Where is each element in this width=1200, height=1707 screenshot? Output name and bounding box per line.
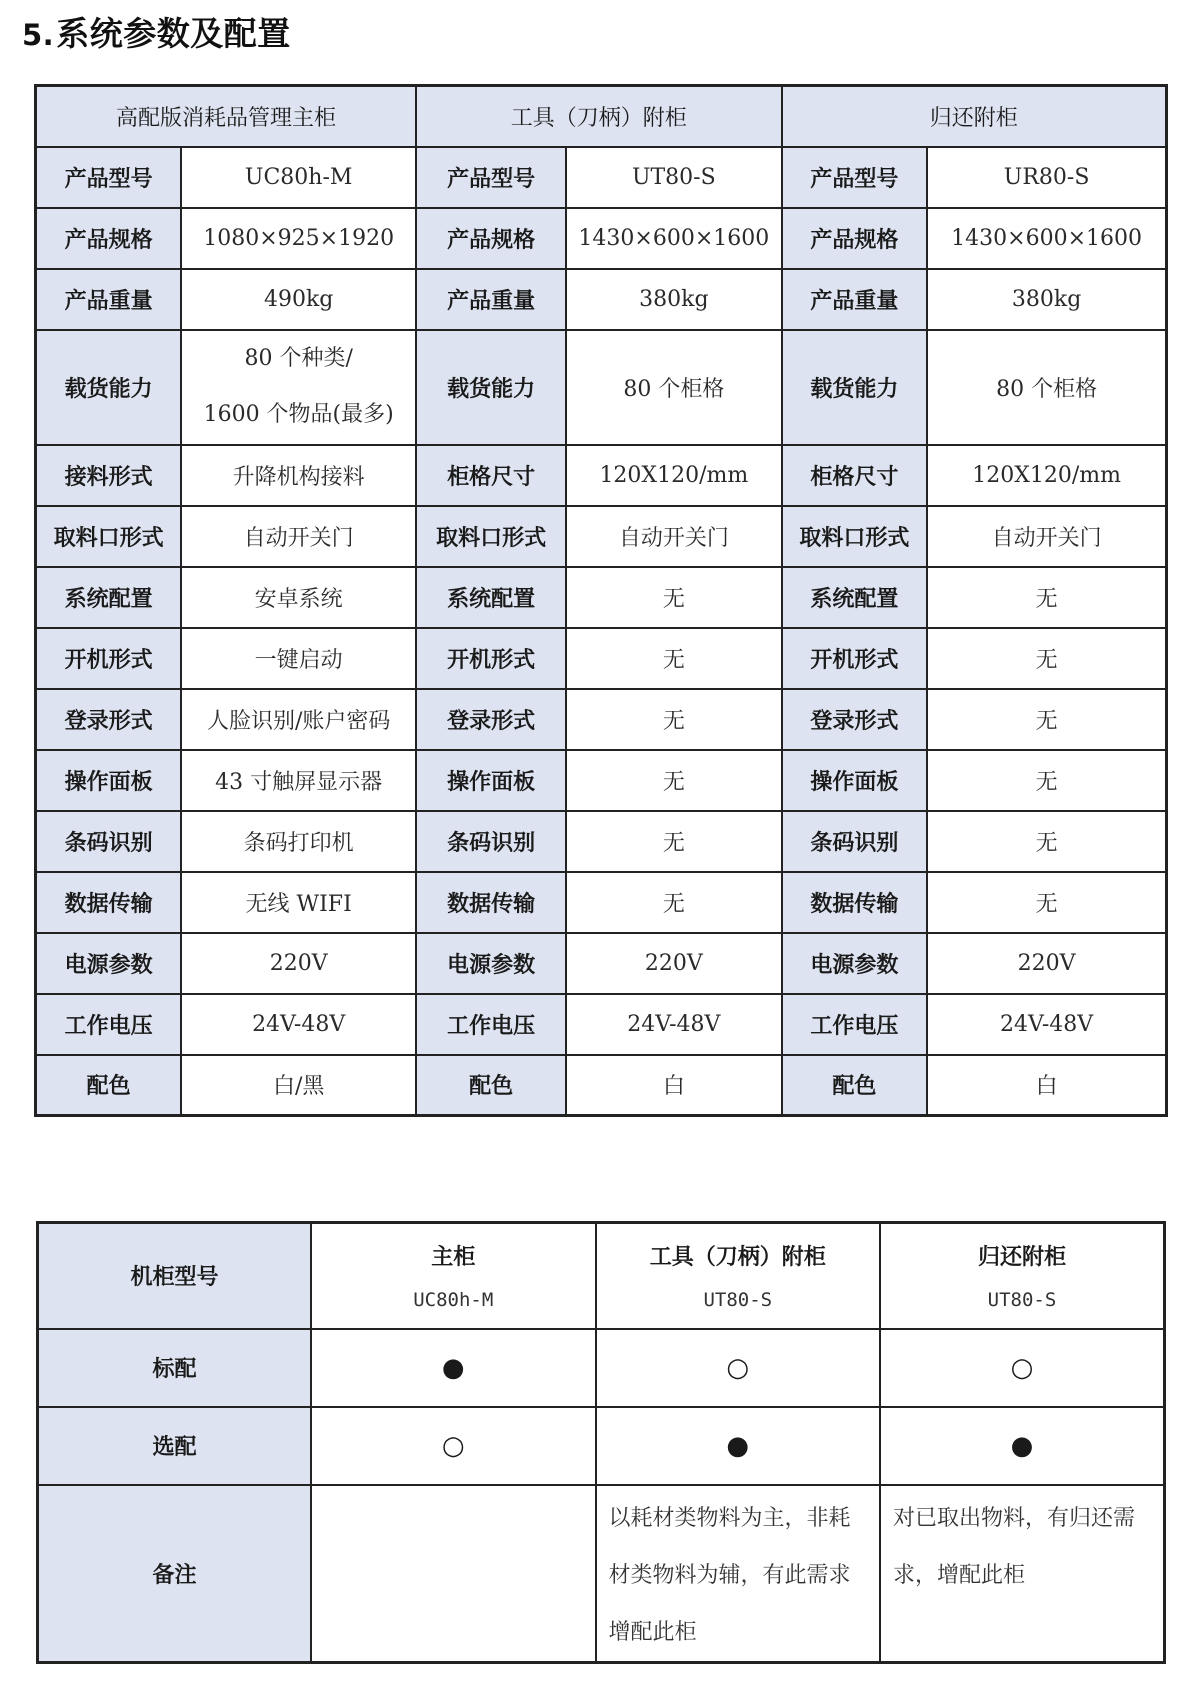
- config-col-name: 归还附柜: [977, 1245, 1066, 1271]
- spec-row-value: 无: [927, 750, 1166, 811]
- section-number: 5.: [22, 18, 55, 52]
- config-optional-return: [880, 1407, 1165, 1485]
- spec-row-value: 无: [566, 567, 781, 628]
- config-table: [36, 1221, 1166, 1664]
- spec-header-tool: 工具（刀柄）附柜: [416, 86, 781, 147]
- spec-row-value: 220V: [566, 933, 781, 994]
- spec-row-value: 无: [566, 811, 781, 872]
- config-notes-label: 备注: [38, 1485, 312, 1663]
- spec-row-label: 开机形式: [416, 628, 566, 689]
- spec-row-label: 系统配置: [782, 567, 928, 628]
- spec-row: [36, 208, 1167, 269]
- spec-row-value: 无: [927, 567, 1166, 628]
- spec-row-value: 安卓系统: [181, 567, 416, 628]
- spec-row-label: 操作面板: [36, 750, 182, 811]
- config-standard-return: [880, 1329, 1165, 1407]
- spec-row-label: 数据传输: [782, 872, 928, 933]
- marker-icon: ○: [1010, 1352, 1034, 1383]
- spec-row-label: 登录形式: [36, 689, 182, 750]
- spec-row-value: UT80-S: [566, 147, 781, 208]
- spec-row-value: 无: [566, 872, 781, 933]
- spec-row-label: 产品重量: [36, 269, 182, 330]
- spec-row-label: 柜格尺寸: [782, 445, 928, 506]
- spec-row-value: 无: [927, 872, 1166, 933]
- config-header-row: [38, 1223, 1165, 1329]
- spec-row-label: 登录形式: [782, 689, 928, 750]
- spec-row-value: 条码打印机: [181, 811, 416, 872]
- spec-row-label: 产品型号: [782, 147, 928, 208]
- spec-row: [36, 567, 1167, 628]
- spec-row-value: 无: [566, 750, 781, 811]
- spec-row-label: 载货能力: [36, 330, 182, 445]
- spec-row-label: 电源参数: [36, 933, 182, 994]
- marker-icon: ●: [441, 1352, 465, 1383]
- spec-row-label: 数据传输: [36, 872, 182, 933]
- config-standard-main: [311, 1329, 595, 1407]
- spec-row: [36, 994, 1167, 1055]
- spec-row-value: 无线 WIFI: [181, 872, 416, 933]
- spec-row-label: 系统配置: [36, 567, 182, 628]
- spec-row-label: 登录形式: [416, 689, 566, 750]
- spec-row-value: [181, 330, 416, 445]
- config-note-return: 对已取出物料，有归还需求，增配此柜: [880, 1485, 1165, 1663]
- spec-row-label: 载货能力: [782, 330, 928, 445]
- spec-row-value: 380kg: [927, 269, 1166, 330]
- spec-row-value: 自动开关门: [181, 506, 416, 567]
- spec-row: [36, 872, 1167, 933]
- spec-row-label: 工作电压: [782, 994, 928, 1055]
- config-col-name: 工具（刀柄）附柜: [649, 1245, 826, 1271]
- spec-row: [36, 628, 1167, 689]
- spec-row: [36, 445, 1167, 506]
- spec-row-value: 120X120/mm: [566, 445, 781, 506]
- spec-row-value: 自动开关门: [566, 506, 781, 567]
- spec-row-label: 配色: [416, 1055, 566, 1116]
- config-optional-row: [38, 1407, 1165, 1485]
- config-standard-tool: [596, 1329, 880, 1407]
- config-notes-row: [38, 1485, 1165, 1663]
- spec-row-label: 条码识别: [416, 811, 566, 872]
- config-col-model: UT80-S: [703, 1289, 773, 1312]
- spec-row-label: 柜格尺寸: [416, 445, 566, 506]
- config-col-name: 主柜: [431, 1245, 476, 1271]
- spec-table: [34, 84, 1168, 1117]
- spec-row-value: 80 个柜格: [927, 330, 1166, 445]
- config-col-model: UC80h-M: [413, 1289, 494, 1312]
- spec-row: [36, 330, 1167, 445]
- spec-row-value: 自动开关门: [927, 506, 1166, 567]
- spec-row-label: 接料形式: [36, 445, 182, 506]
- spec-row-value: UR80-S: [927, 147, 1166, 208]
- config-standard-row: [38, 1329, 1165, 1407]
- spec-row-value: UC80h-M: [181, 147, 416, 208]
- marker-icon: ●: [1010, 1430, 1034, 1461]
- spec-row-label: 操作面板: [782, 750, 928, 811]
- spec-row-label: 系统配置: [416, 567, 566, 628]
- spec-row-value: 80 个柜格: [566, 330, 781, 445]
- spec-row: [36, 1055, 1167, 1116]
- spec-row-value: 白: [566, 1055, 781, 1116]
- spec-row-label: 工作电压: [416, 994, 566, 1055]
- spec-row-value: 白: [927, 1055, 1166, 1116]
- config-col-return: [880, 1223, 1165, 1329]
- spec-row-value: 220V: [927, 933, 1166, 994]
- config-optional-tool: [596, 1407, 880, 1485]
- spec-row-label: 开机形式: [782, 628, 928, 689]
- spec-row-value: 人脸识别/账户密码: [181, 689, 416, 750]
- spec-row-label: 载货能力: [416, 330, 566, 445]
- spec-row-value: 白/黑: [181, 1055, 416, 1116]
- spec-row: [36, 750, 1167, 811]
- spec-row-label: 操作面板: [416, 750, 566, 811]
- config-optional-main: [311, 1407, 595, 1485]
- config-col-tool: [596, 1223, 880, 1329]
- spec-row: [36, 269, 1167, 330]
- config-standard-label: 标配: [38, 1329, 312, 1407]
- spec-row-label: 工作电压: [36, 994, 182, 1055]
- config-corner-label: 机柜型号: [38, 1223, 312, 1329]
- section-title: [22, 8, 291, 55]
- section-title-text: 系统参数及配置: [56, 14, 291, 53]
- spec-row-label: 开机形式: [36, 628, 182, 689]
- spec-row-value: 24V-48V: [927, 994, 1166, 1055]
- spec-row-value: 24V-48V: [181, 994, 416, 1055]
- spec-row-label: 条码识别: [36, 811, 182, 872]
- spec-row-value: 无: [927, 628, 1166, 689]
- spec-row-label: 电源参数: [416, 933, 566, 994]
- spec-row-label: 电源参数: [782, 933, 928, 994]
- spec-row: [36, 506, 1167, 567]
- spec-row-value: 1430×600×1600: [927, 208, 1166, 269]
- spec-row-value: 24V-48V: [566, 994, 781, 1055]
- spec-row-label: 配色: [36, 1055, 182, 1116]
- spec-row-label: 产品规格: [782, 208, 928, 269]
- marker-icon: ○: [441, 1430, 465, 1461]
- spec-row-label: 产品规格: [416, 208, 566, 269]
- marker-icon: ●: [726, 1430, 750, 1461]
- config-optional-label: 选配: [38, 1407, 312, 1485]
- spec-row-label: 产品重量: [416, 269, 566, 330]
- spec-row-label: 配色: [782, 1055, 928, 1116]
- spec-row-label: 产品型号: [36, 147, 182, 208]
- spec-value-line: 1600 个物品(最多): [203, 402, 394, 427]
- spec-row-value: 无: [566, 689, 781, 750]
- spec-row-label: 条码识别: [782, 811, 928, 872]
- spec-row-value: 43 寸触屏显示器: [181, 750, 416, 811]
- spec-row-value: 一键启动: [181, 628, 416, 689]
- spec-row-value: 1430×600×1600: [566, 208, 781, 269]
- spec-row: [36, 147, 1167, 208]
- spec-row-label: 产品型号: [416, 147, 566, 208]
- config-col-model: UT80-S: [987, 1289, 1057, 1312]
- config-note-tool: 以耗材类物料为主，非耗材类物料为辅，有此需求增配此柜: [596, 1485, 880, 1663]
- spec-row-label: 数据传输: [416, 872, 566, 933]
- marker-icon: ○: [726, 1352, 750, 1383]
- spec-row-value: 1080×925×1920: [181, 208, 416, 269]
- spec-row-label: 产品重量: [782, 269, 928, 330]
- spec-row-label: 取料口形式: [782, 506, 928, 567]
- config-note-main: [311, 1485, 595, 1663]
- spec-row-value: 380kg: [566, 269, 781, 330]
- spec-row-value: 490kg: [181, 269, 416, 330]
- spec-header-return: 归还附柜: [782, 86, 1167, 147]
- spec-value-line: 80 个种类/: [244, 346, 353, 371]
- spec-row-value: 120X120/mm: [927, 445, 1166, 506]
- spec-row-label: 取料口形式: [416, 506, 566, 567]
- config-col-main: [311, 1223, 595, 1329]
- spec-header-main: 高配版消耗品管理主柜: [36, 86, 417, 147]
- spec-row-label: 产品规格: [36, 208, 182, 269]
- spec-row-value: 无: [566, 628, 781, 689]
- spec-row: [36, 811, 1167, 872]
- spec-row-value: 无: [927, 689, 1166, 750]
- spec-row-label: 取料口形式: [36, 506, 182, 567]
- spec-row: [36, 933, 1167, 994]
- spec-row-value: 220V: [181, 933, 416, 994]
- spec-row: [36, 689, 1167, 750]
- spec-row-value: 无: [927, 811, 1166, 872]
- spec-row-value: 升降机构接料: [181, 445, 416, 506]
- spec-header-row: [36, 86, 1167, 147]
